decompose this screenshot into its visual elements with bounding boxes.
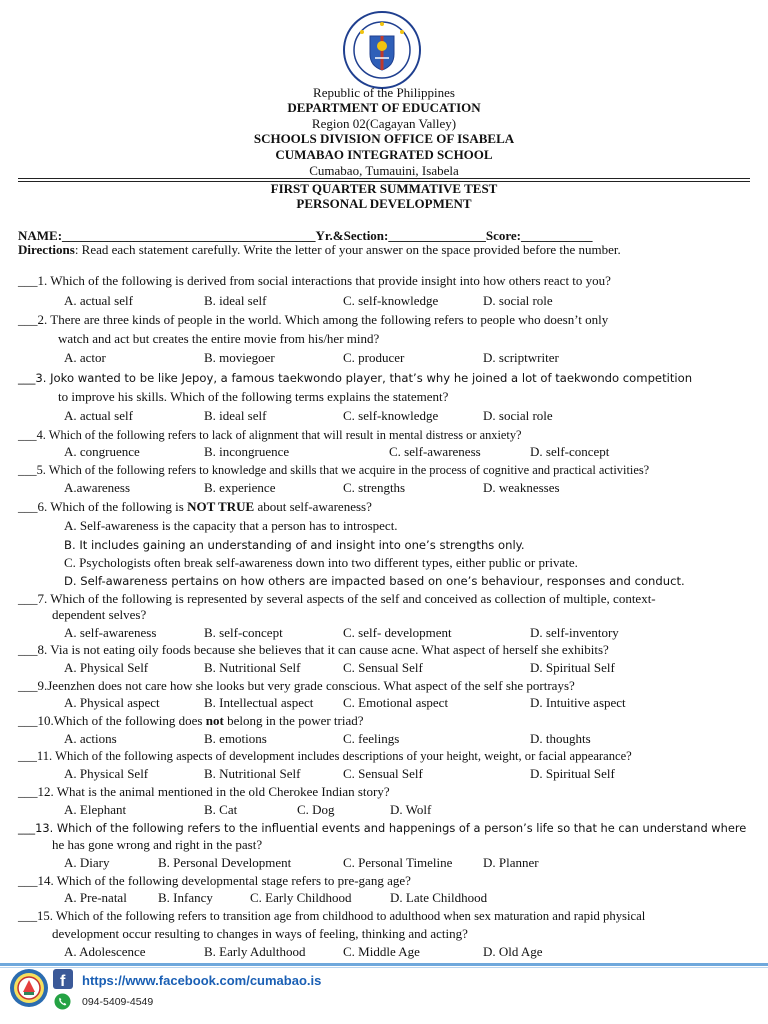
q10-option-b: B. emotions xyxy=(204,731,267,746)
q1-option-b: B. ideal self xyxy=(204,293,267,308)
q11-option-d: D. Spiritual Self xyxy=(530,766,615,781)
question-11-stem: ___11. Which of the following aspects of development includes descriptions of your height, weight, or facial appearance? xyxy=(18,749,632,763)
name-section-score-line[interactable]: NAME:_______________________________________Yr.&Section:_______________Score:___________ xyxy=(18,228,593,243)
q2-option-b: B. moviegoer xyxy=(204,350,275,365)
q9-option-a: A. Physical aspect xyxy=(64,695,160,710)
question-2-stem-cont: watch and act but creates the entire movie from his/her mind? xyxy=(58,331,380,346)
q13-option-c: C. Personal Timeline xyxy=(343,855,453,870)
q14-option-b: B. Infancy xyxy=(158,890,213,905)
q7-option-c: C. self- development xyxy=(343,625,452,640)
q2-option-a: A. actor xyxy=(64,350,106,365)
q1-option-c: C. self-knowledge xyxy=(343,293,439,308)
header-divider xyxy=(18,178,750,179)
q13-option-d: D. Planner xyxy=(483,855,539,870)
q1-option-a: A. actual self xyxy=(64,293,133,308)
footer-divider-thin xyxy=(0,967,768,968)
question-9-stem: ___9.Jeenzhen does not care how she looks but very grade conscious. What aspect of the self she portrays? xyxy=(18,678,575,693)
q11-option-c: C. Sensual Self xyxy=(343,766,423,781)
question-7-stem: ___7. Which of the following is represented by several aspects of the self and conceived as collection of multiple, context- xyxy=(18,591,656,606)
q8-option-c: C. Sensual Self xyxy=(343,660,423,675)
directions xyxy=(18,242,621,258)
question-12-stem: ___12. What is the animal mentioned in the old Cherokee Indian story? xyxy=(18,784,390,799)
q10-option-a: A. actions xyxy=(64,731,117,746)
question-14-stem: ___14. Which of the following developmental stage refers to pre-gang age? xyxy=(18,873,411,888)
question-10-stem: ___10.Which of the following does not belong in the power triad? xyxy=(18,713,364,728)
facebook-icon[interactable] xyxy=(53,969,73,989)
region-line: Region 02(Cagayan Valley) xyxy=(311,116,457,131)
q6-option-b: B. It includes gaining an understanding of and insight into one’s strengths only. xyxy=(64,538,525,552)
q8-option-d: D. Spiritual Self xyxy=(530,660,615,675)
q11-option-b: B. Nutritional Self xyxy=(204,766,301,781)
question-15-stem: ___15. Which of the following refers to transition age from childhood to adulthood when sex maturation and rapid physical xyxy=(18,909,646,923)
q14-option-d: D. Late Childhood xyxy=(390,890,488,905)
q7-option-b: B. self-concept xyxy=(204,625,283,640)
q10-option-d: D. thoughts xyxy=(530,731,591,746)
test-title: FIRST QUARTER SUMMATIVE TEST xyxy=(270,181,498,196)
q6-option-a: A. Self-awareness is the capacity that a person has to introspect. xyxy=(64,518,398,533)
question-15-stem-cont: development occur resulting to changes in ways of feeling, thinking and acting? xyxy=(52,926,468,941)
phone-icon xyxy=(54,993,71,1010)
q14-option-a: A. Pre-natal xyxy=(64,890,127,905)
q4-option-d: D. self-concept xyxy=(530,444,610,459)
q12-option-a: A. Elephant xyxy=(64,802,127,817)
q4-option-a: A. congruence xyxy=(64,444,140,459)
q3-option-a: A. actual self xyxy=(64,408,133,423)
directions-label: Directions xyxy=(18,242,75,257)
question-4-stem: ___4. Which of the following refers to lack of alignment that will result in mental distress or anxiety? xyxy=(18,428,522,442)
address-line: Cumabao, Tumauini, Isabela xyxy=(309,163,459,178)
q10-option-c: C. feelings xyxy=(343,731,400,746)
facebook-link[interactable]: https://www.facebook.com/cumabao.is xyxy=(82,973,322,988)
q9-option-c: C. Emotional aspect xyxy=(343,695,449,710)
q3-option-b: B. ideal self xyxy=(204,408,267,423)
q15-option-a: A. Adolescence xyxy=(64,944,146,959)
q13-option-a: A. Diary xyxy=(64,855,110,870)
q5-option-d: D. weaknesses xyxy=(483,480,560,495)
question-3-stem-cont: to improve his skills. Which of the following terms explains the statement? xyxy=(58,389,449,404)
q11-option-a: A. Physical Self xyxy=(64,766,149,781)
q4-option-c: C. self-awareness xyxy=(389,444,481,459)
q3-option-d: D. social role xyxy=(483,408,553,423)
directions-text: : Read each statement carefully. Write the letter of your answer on the space provided before the number. xyxy=(74,242,621,257)
q5-option-a: A.awareness xyxy=(64,480,131,495)
q9-option-b: B. Intellectual aspect xyxy=(204,695,314,710)
question-13-stem-cont: he has gone wrong and right in the past? xyxy=(52,837,263,852)
question-2-stem: ___2. There are three kinds of people in the world. Which among the following refers to people who doesn’t only xyxy=(18,312,609,327)
q8-option-a: A. Physical Self xyxy=(64,660,149,675)
q15-option-d: D. Old Age xyxy=(483,944,543,959)
q12-option-b: B. Cat xyxy=(204,802,238,817)
q5-option-b: B. experience xyxy=(204,480,276,495)
school-line: CUMABAO INTEGRATED SCHOOL xyxy=(275,147,493,162)
q2-option-d: D. scriptwriter xyxy=(483,350,559,365)
q3-option-c: C. self-knowledge xyxy=(343,408,439,423)
question-6-stem: ___6. Which of the following is NOT TRUE about self-awareness? xyxy=(18,499,372,514)
deped-seal-icon xyxy=(342,10,422,90)
q9-option-d: D. Intuitive aspect xyxy=(530,695,626,710)
q15-option-c: C. Middle Age xyxy=(343,944,420,959)
question-5-stem: ___5. Which of the following refers to knowledge and skills that we acquire in the process of cognitive and practical activities? xyxy=(18,463,650,477)
question-7-stem-cont: dependent selves? xyxy=(52,607,147,622)
q12-option-d: D. Wolf xyxy=(390,802,432,817)
q6-option-d: D. Self-awareness pertains on how others are impacted based on one’s behaviour, responses and conduct. xyxy=(64,574,685,588)
question-3-stem: ___3. Joko wanted to be like Jepoy, a famous taekwondo player, that’s why he joined a lot of taekwondo competition xyxy=(18,371,693,385)
question-8-stem: ___8. Via is not eating oily foods because she believes that it can cause acne. What aspect of herself she exhibits? xyxy=(18,642,609,657)
q8-option-b: B. Nutritional Self xyxy=(204,660,301,675)
phone-number: 094-5409-4549 xyxy=(82,996,154,1008)
department-line: DEPARTMENT OF EDUCATION xyxy=(287,100,481,115)
footer-divider xyxy=(0,963,768,966)
republic-line: Republic of the Philippines xyxy=(313,85,455,100)
question-1-stem: ___1. Which of the following is derived from social interactions that provide insight into how others react to you? xyxy=(18,273,611,288)
svg-text:f: f xyxy=(60,973,66,989)
q14-option-c: C. Early Childhood xyxy=(250,890,352,905)
division-line: SCHOOLS DIVISION OFFICE OF ISABELA xyxy=(253,131,515,146)
subject-title: PERSONAL DEVELOPMENT xyxy=(296,196,472,211)
q4-option-b: B. incongruence xyxy=(204,444,290,459)
school-logo-icon xyxy=(9,968,49,1008)
q5-option-c: C. strengths xyxy=(343,480,406,495)
q13-option-b: B. Personal Development xyxy=(158,855,292,870)
q2-option-c: C. producer xyxy=(343,350,405,365)
q6-option-c: C. Psychologists often break self-awareness down into two different types, either public or private. xyxy=(64,555,578,570)
q7-option-a: A. self-awareness xyxy=(64,625,157,640)
q7-option-d: D. self-inventory xyxy=(530,625,619,640)
q15-option-b: B. Early Adulthood xyxy=(204,944,306,959)
q12-option-c: C. Dog xyxy=(297,802,335,817)
question-13-stem: ___13. Which of the following refers to the influential events and happenings of a person’s life so that he can understand where xyxy=(18,821,747,835)
q1-option-d: D. social role xyxy=(483,293,553,308)
